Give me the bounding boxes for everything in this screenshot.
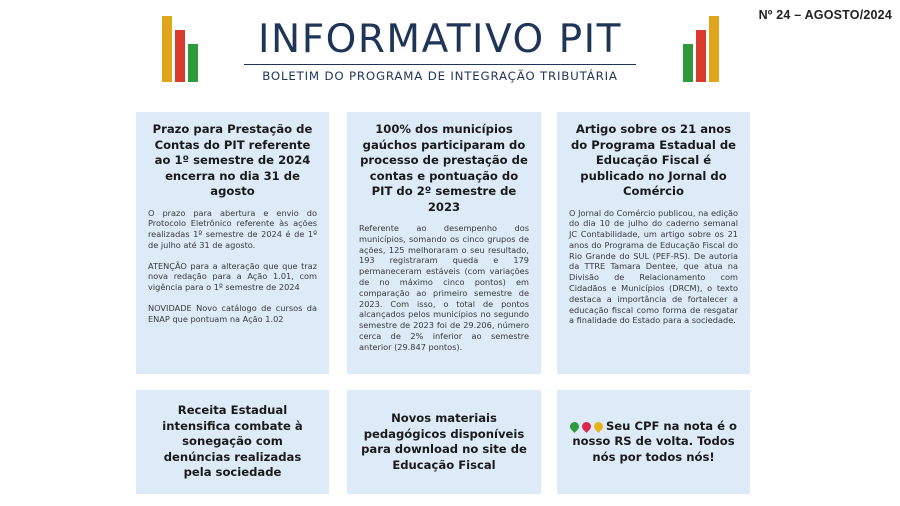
red-heart-icon <box>580 420 593 433</box>
news-card-cpf-campaign[interactable] <box>557 390 750 494</box>
card-title: Artigo sobre os 21 anos do Programa Estadual de Educação Fiscal é publicado no Jornal do Comércio <box>571 122 736 198</box>
hearts-icon <box>570 422 603 431</box>
card-body <box>569 208 738 327</box>
news-card-tax-evasion[interactable] <box>136 390 329 494</box>
news-card-article[interactable] <box>557 112 750 374</box>
card-title: 100% dos municípios gaúchos participaram do processo de prestação de contas e pontuação do PIT do 2º semestre de 2023 <box>360 122 528 214</box>
logo-bar-yellow <box>709 16 719 82</box>
yellow-heart-icon <box>592 420 605 433</box>
card-paragraph: O prazo para abertura e envio do Protocolo Eletrônico referente às ações realizadas 1º semestre de 2024 é de 1º de julho até 31 de agosto. <box>148 207 317 250</box>
logo-bar-green <box>188 44 198 82</box>
logo-bar-green <box>683 44 693 82</box>
card-title: Novos materiais pedagógicos disponíveis para download no site de Educação Fiscal <box>361 411 527 472</box>
issue-number: Nº 24 – AGOSTO/2024 <box>758 8 892 22</box>
title-divider <box>244 64 636 65</box>
logo-bars-right <box>683 16 719 82</box>
card-paragraph: O Jornal do Comércio publicou, na edição do dia 10 de julho do caderno semanal JC Contabilidade, um artigo sobre os 21 anos do Programa de Educação Fiscal do Rio Grande do SUL (PEF-RS). De autoria da TTRE Tamara Dentee, que atua na Divisão de Relacionamento com Cidadãos e Municípios (DRCM), o texto destaca a importância de fortalecer a educação fiscal como forma de resgatar a finalidade do Estado para a sociedade. <box>569 207 738 326</box>
card-paragraph: NOVIDADE Novo catálogo de cursos da ENAP que pontuam na Ação 1.02 <box>148 303 317 324</box>
logo-bars-left <box>162 16 198 82</box>
card-title <box>569 419 738 466</box>
card-title: Receita Estadual intensifica combate à sonegação com denúncias realizadas pela sociedade <box>162 403 303 480</box>
news-card-municipalities[interactable] <box>347 112 541 374</box>
card-paragraph: Referente ao desempenho dos municípios, somando os cinco grupos de ações, 125 melhoraram o seu resultado, 193 registraram queda e 179 permaneceram estáveis (com variações de no máximo cinco pontos) em comparação ao primeiro semestre de 2023. Com isso, o total de pontos alcançados pelos municípios no segundo semestre de 2023 foi de 29.206, número cerca de 2% inferior ao semestre anterior (29.847 pontos). <box>359 223 529 352</box>
page-subtitle: BOLETIM DO PROGRAMA DE INTEGRAÇÃO TRIBUTÁRIA <box>262 69 618 83</box>
card-title: Prazo para Prestação de Contas do PIT referente ao 1º semestre de 2024 encerra no dia 31 de agosto <box>152 122 313 198</box>
page-title: INFORMATIVO PIT <box>258 17 622 62</box>
card-title-text: Seu CPF na nota é o nosso RS de volta. Todos nós por todos nós! <box>572 418 738 464</box>
card-body <box>359 223 529 353</box>
masthead <box>230 18 650 83</box>
logo-bar-red <box>175 30 185 82</box>
green-heart-icon <box>568 420 581 433</box>
card-body <box>148 208 317 325</box>
card-paragraph: ATENÇÃO para a alteração que que traz nova redação para a Ação 1.01, com vigência para o 1º semestre de 2024 <box>148 260 317 293</box>
logo-bar-yellow <box>162 16 172 82</box>
news-card-pit-deadline[interactable] <box>136 112 329 374</box>
news-card-teaching-materials[interactable] <box>347 390 541 494</box>
logo-bar-red <box>696 30 706 82</box>
